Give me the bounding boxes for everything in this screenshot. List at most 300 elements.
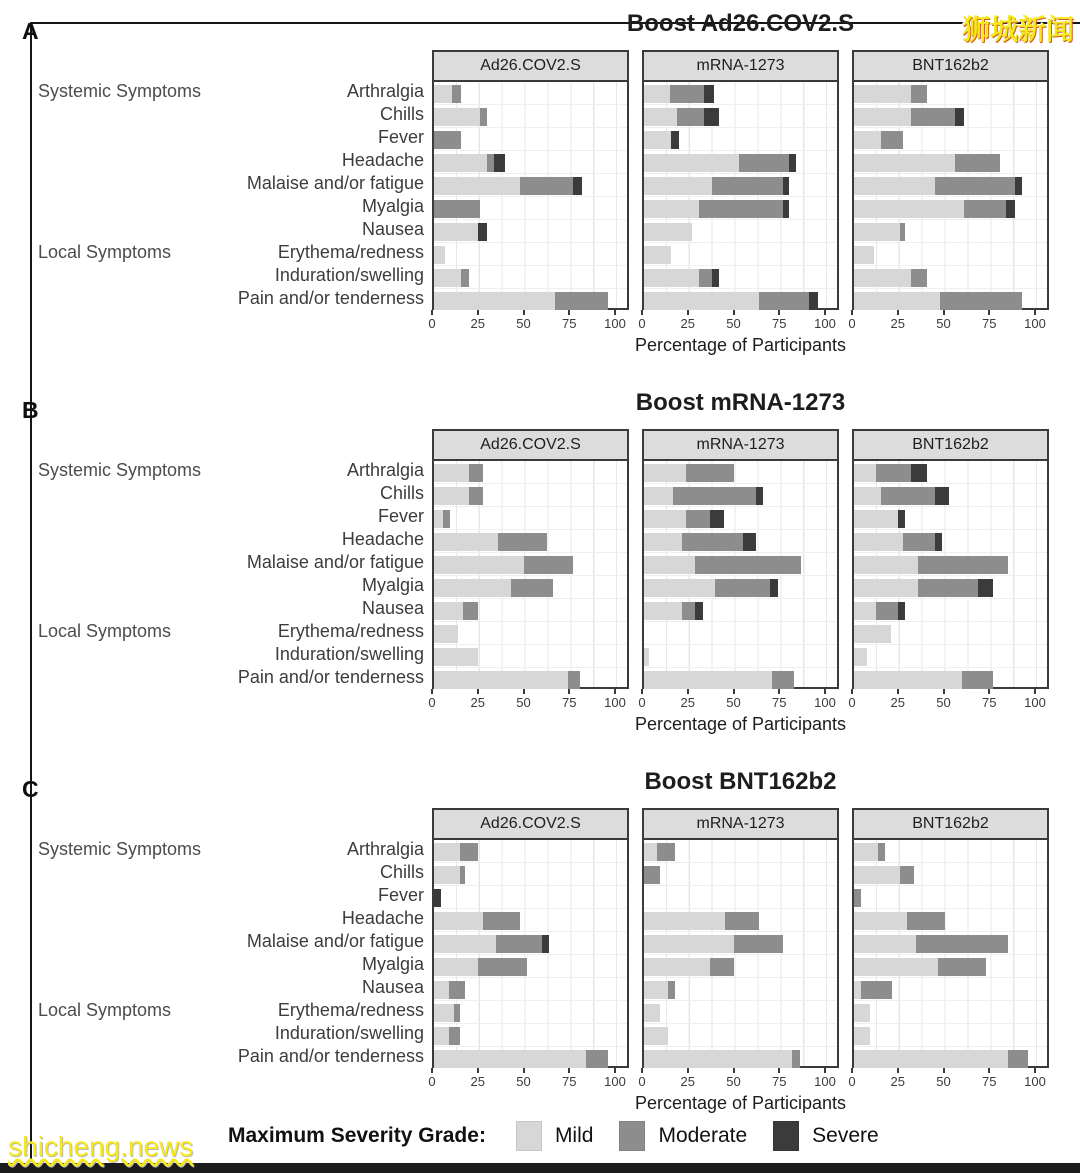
- symptom-label: Chills: [379, 483, 424, 503]
- bar-Myalgia: [644, 579, 778, 597]
- bar-segment-mild: [644, 533, 682, 551]
- label-row: [0, 953, 432, 976]
- axis-tick: [614, 310, 616, 315]
- bar-segment-mild: [854, 487, 881, 505]
- bar-segment-moderate: [520, 177, 573, 195]
- axis-tick-label: 75: [982, 695, 997, 710]
- bar-segment-mild: [644, 579, 715, 597]
- moderate-swatch: [619, 1121, 645, 1151]
- label-row: [0, 861, 432, 884]
- bar-segment-mild: [434, 154, 487, 172]
- bar-segment-moderate: [699, 200, 783, 218]
- bar-Malaise and/or fatigue: [644, 935, 783, 953]
- bar-segment-moderate: [964, 200, 1006, 218]
- facet-plot: [852, 838, 1049, 1068]
- bar-Chills: [644, 866, 660, 884]
- facet-Ad26.COV2.S: [428, 808, 629, 1092]
- bar-segment-mild: [854, 648, 867, 666]
- x-axis: [428, 310, 629, 334]
- axis-tick-label: 0: [848, 316, 856, 331]
- bar-segment-moderate: [900, 866, 915, 884]
- axis-tick: [733, 1068, 735, 1073]
- panel-C: [0, 768, 1080, 1114]
- bar-segment-moderate: [938, 958, 986, 976]
- bar-segment-moderate: [772, 671, 794, 689]
- bar-Nausea: [854, 223, 905, 241]
- legend-item-mild: [516, 1121, 594, 1151]
- label-row: [0, 103, 432, 126]
- bar-segment-moderate: [480, 108, 487, 126]
- label-row: [0, 241, 432, 264]
- symptom-label: Headache: [341, 150, 424, 170]
- label-row: [0, 930, 432, 953]
- axis-tick-label: 25: [680, 316, 695, 331]
- label-row: [0, 838, 432, 861]
- bar-segment-mild: [644, 292, 759, 310]
- bar-segment-moderate: [861, 981, 892, 999]
- bar-Erythema/redness: [854, 625, 891, 643]
- axis-tick: [1034, 310, 1036, 315]
- bar-Headache: [644, 533, 756, 551]
- bar-segment-moderate: [668, 981, 675, 999]
- bar-Headache: [644, 912, 759, 930]
- axis-tick-label: 0: [428, 316, 436, 331]
- axis-tick: [851, 1068, 853, 1073]
- bar-segment-severe: [911, 464, 927, 482]
- bar-Pain and/or tenderness: [854, 671, 993, 689]
- symptom-label: Nausea: [361, 598, 424, 618]
- symptom-label: Chills: [379, 862, 424, 882]
- axis-tick-label: 0: [428, 1074, 436, 1089]
- axis-tick: [1034, 689, 1036, 694]
- axis-tick-label: 100: [814, 316, 836, 331]
- bar-Nausea: [854, 981, 892, 999]
- moderate-label: Moderate: [658, 1124, 748, 1147]
- bar-segment-moderate: [734, 935, 783, 953]
- bar-segment-mild: [854, 671, 962, 689]
- bar-segment-mild: [854, 1050, 1008, 1068]
- legend-title: Maximum Severity Grade:: [228, 1124, 486, 1147]
- bar-segment-mild: [434, 177, 520, 195]
- bar-segment-moderate: [670, 85, 705, 103]
- symptom-label: Fever: [377, 506, 424, 526]
- axis-tick-label: 75: [772, 1074, 787, 1089]
- facet-strip-label: BNT162b2: [852, 50, 1049, 80]
- label-row: [0, 551, 432, 574]
- bar-Fever: [854, 510, 905, 528]
- axis-tick-label: 50: [936, 695, 951, 710]
- bar-Myalgia: [644, 200, 789, 218]
- x-axis: [848, 310, 1049, 334]
- bar-segment-moderate: [682, 602, 695, 620]
- bar-segment-mild: [854, 958, 938, 976]
- bar-Chills: [644, 108, 719, 126]
- bar-Arthralgia: [854, 85, 927, 103]
- symptom-label: Induration/swelling: [274, 644, 424, 664]
- axis-tick: [897, 1068, 899, 1073]
- bar-segment-moderate: [918, 556, 1008, 574]
- facet-plot: [852, 80, 1049, 310]
- bar-segment-mild: [854, 131, 881, 149]
- panel-B: [0, 389, 1080, 735]
- bar-segment-mild: [434, 487, 469, 505]
- axis-tick: [687, 1068, 689, 1073]
- facet-strip-label: mRNA-1273: [642, 50, 839, 80]
- bar-Fever: [854, 889, 861, 907]
- bar-segment-severe: [756, 487, 763, 505]
- facet-strip-label: BNT162b2: [852, 808, 1049, 838]
- axis-tick-label: 100: [604, 316, 626, 331]
- bar-segment-mild: [434, 866, 460, 884]
- bar-Erythema/redness: [644, 246, 671, 264]
- bar-segment-severe: [898, 602, 905, 620]
- bar-segment-mild: [854, 1027, 870, 1045]
- bar-segment-severe: [783, 200, 788, 218]
- symptom-label: Myalgia: [361, 196, 424, 216]
- panel-A: [0, 10, 1080, 356]
- bar-Headache: [854, 912, 945, 930]
- label-row: [0, 459, 432, 482]
- axis-tick: [778, 310, 780, 315]
- bar-segment-mild: [434, 108, 480, 126]
- bar-segment-moderate: [586, 1050, 608, 1068]
- bar-Headache: [854, 154, 1000, 172]
- axis-tick-label: 50: [936, 316, 951, 331]
- facet-plot: [432, 838, 629, 1068]
- bar-segment-mild: [434, 625, 458, 643]
- bar-segment-moderate: [483, 912, 520, 930]
- bar-Pain and/or tenderness: [644, 671, 794, 689]
- panel-letter-B: B: [22, 397, 39, 423]
- facet-Ad26.COV2.S: [428, 429, 629, 713]
- axis-tick: [851, 689, 853, 694]
- bar-segment-severe: [671, 131, 678, 149]
- bar-segment-moderate: [682, 533, 742, 551]
- facet-BNT162b2: [848, 50, 1049, 334]
- panel-title: Boost mRNA-1273: [635, 389, 846, 416]
- symptom-label: Erythema/redness: [277, 1000, 424, 1020]
- bar-Malaise and/or fatigue: [854, 177, 1022, 195]
- axis-tick-label: 25: [890, 1074, 905, 1089]
- facet-strip-label: BNT162b2: [852, 429, 1049, 459]
- bar-segment-mild: [434, 1050, 586, 1068]
- bar-segment-severe: [712, 269, 719, 287]
- bar-segment-mild: [644, 912, 725, 930]
- axis-tick-label: 50: [516, 1074, 531, 1089]
- bar-segment-moderate: [686, 464, 734, 482]
- axis-tick: [431, 689, 433, 694]
- bar-Pain and/or tenderness: [434, 1050, 608, 1068]
- bar-Malaise and/or fatigue: [644, 177, 789, 195]
- bar-segment-mild: [644, 1004, 660, 1022]
- bar-segment-mild: [854, 843, 878, 861]
- bar-segment-mild: [434, 843, 460, 861]
- bar-Nausea: [434, 223, 487, 241]
- bar-Induration/swelling: [854, 1027, 870, 1045]
- axis-tick-label: 50: [936, 1074, 951, 1089]
- bar-Induration/swelling: [434, 269, 469, 287]
- symptom-label: Headache: [341, 908, 424, 928]
- axis-tick: [431, 310, 433, 315]
- axis-tick: [897, 310, 899, 315]
- bar-segment-moderate: [759, 292, 808, 310]
- bar-segment-mild: [434, 533, 498, 551]
- bar-segment-mild: [854, 981, 861, 999]
- axis-tick: [641, 310, 643, 315]
- bar-segment-moderate: [496, 935, 542, 953]
- axis-tick-label: 25: [470, 695, 485, 710]
- watermark-bottom-left: shicheng.news: [8, 1131, 194, 1162]
- bar-segment-mild: [644, 154, 739, 172]
- bar-segment-severe: [743, 533, 756, 551]
- bar-Erythema/redness: [644, 1004, 660, 1022]
- bar-Pain and/or tenderness: [434, 292, 608, 310]
- facet-BNT162b2: [848, 429, 1049, 713]
- facet-plot: [642, 459, 839, 689]
- bar-Chills: [854, 866, 914, 884]
- axis-tick-label: 75: [562, 695, 577, 710]
- bar-segment-mild: [854, 223, 900, 241]
- x-axis: [428, 689, 629, 713]
- axis-tick: [523, 689, 525, 694]
- axis-tick-label: 25: [470, 1074, 485, 1089]
- bar-segment-mild: [854, 533, 903, 551]
- bar-segment-mild: [854, 1004, 870, 1022]
- bar-segment-moderate: [460, 866, 465, 884]
- axis-tick: [477, 689, 479, 694]
- panel-title: Boost Ad26.COV2.S: [626, 10, 855, 37]
- bar-segment-moderate: [460, 843, 478, 861]
- bar-segment-mild: [854, 579, 918, 597]
- x-axis: [638, 1068, 839, 1092]
- axis-tick-label: 0: [848, 1074, 856, 1089]
- bar-segment-mild: [854, 464, 876, 482]
- bar-segment-mild: [644, 602, 682, 620]
- bar-segment-mild: [434, 464, 469, 482]
- bar-segment-mild: [644, 556, 695, 574]
- symptom-label: Erythema/redness: [277, 621, 424, 641]
- axis-tick: [568, 689, 570, 694]
- facet-BNT162b2: [848, 808, 1049, 1092]
- bar-segment-moderate: [881, 487, 934, 505]
- axis-tick: [778, 689, 780, 694]
- bar-segment-moderate: [686, 510, 710, 528]
- symptom-label: Pain and/or tenderness: [237, 667, 424, 687]
- label-row: [0, 126, 432, 149]
- bar-Fever: [854, 131, 903, 149]
- bar-segment-moderate: [878, 843, 885, 861]
- label-row: [0, 149, 432, 172]
- bar-segment-mild: [644, 200, 699, 218]
- bar-segment-severe: [478, 223, 487, 241]
- symptom-label: Fever: [377, 127, 424, 147]
- bar-segment-moderate: [443, 510, 450, 528]
- bar-Fever: [644, 510, 724, 528]
- bar-segment-mild: [434, 648, 478, 666]
- bar-Myalgia: [434, 579, 553, 597]
- bar-Induration/swelling: [434, 648, 478, 666]
- x-axis: [638, 310, 839, 334]
- axis-tick-label: 50: [516, 316, 531, 331]
- bar-Myalgia: [854, 958, 986, 976]
- bar-Malaise and/or fatigue: [854, 556, 1008, 574]
- symptom-group-label: Systemic Symptoms: [38, 81, 202, 101]
- bar-segment-moderate: [469, 464, 484, 482]
- label-row: [0, 884, 432, 907]
- symptom-label: Myalgia: [361, 954, 424, 974]
- bar-segment-moderate: [903, 533, 934, 551]
- bar-segment-moderate: [487, 154, 494, 172]
- bar-segment-moderate: [962, 671, 993, 689]
- label-row: [0, 528, 432, 551]
- bar-segment-severe: [542, 935, 549, 953]
- symptom-label: Fever: [377, 885, 424, 905]
- bar-segment-moderate: [695, 556, 801, 574]
- bar-Induration/swelling: [644, 1027, 668, 1045]
- bar-segment-mild: [854, 602, 876, 620]
- bar-segment-severe: [695, 602, 702, 620]
- symptom-label: Headache: [341, 529, 424, 549]
- x-axis: [428, 1068, 629, 1092]
- x-axis-label: Percentage of Participants: [634, 335, 847, 355]
- bar-segment-moderate: [725, 912, 760, 930]
- legend-item-severe: [773, 1121, 879, 1151]
- bar-Headache: [854, 533, 942, 551]
- bar-segment-moderate: [876, 602, 898, 620]
- facet-plot: [432, 80, 629, 310]
- bar-segment-mild: [644, 981, 668, 999]
- symptom-label: Pain and/or tenderness: [237, 1046, 424, 1066]
- bar-segment-mild: [854, 177, 935, 195]
- bar-Chills: [434, 866, 465, 884]
- axis-tick: [1034, 1068, 1036, 1073]
- bar-segment-mild: [644, 1027, 668, 1045]
- bar-segment-mild: [644, 177, 712, 195]
- bar-segment-mild: [644, 671, 772, 689]
- axis-tick-label: 75: [982, 1074, 997, 1089]
- mild-label: Mild: [554, 1124, 594, 1147]
- axis-tick: [431, 1068, 433, 1073]
- symptom-label: Malaise and/or fatigue: [246, 931, 424, 951]
- axis-tick-label: 50: [726, 316, 741, 331]
- axis-tick: [943, 689, 945, 694]
- bar-segment-moderate: [710, 958, 734, 976]
- x-axis-label: Percentage of Participants: [634, 714, 847, 734]
- bar-Myalgia: [434, 958, 527, 976]
- bar-Headache: [434, 912, 520, 930]
- symptom-label: Pain and/or tenderness: [237, 288, 424, 308]
- axis-tick: [568, 310, 570, 315]
- legend-item-moderate: [619, 1121, 747, 1151]
- bar-segment-moderate: [911, 85, 927, 103]
- bar-segment-severe: [1015, 177, 1022, 195]
- bar-segment-moderate: [461, 269, 468, 287]
- bar-segment-moderate: [900, 223, 905, 241]
- bar-segment-mild: [644, 510, 686, 528]
- axis-tick-label: 75: [772, 695, 787, 710]
- bar-segment-mild: [854, 154, 955, 172]
- label-row: [0, 195, 432, 218]
- bar-Myalgia: [644, 958, 734, 976]
- facet-plot: [642, 80, 839, 310]
- panel-letter-C: C: [22, 776, 39, 802]
- symptom-label: Induration/swelling: [274, 265, 424, 285]
- bar-Erythema/redness: [854, 246, 874, 264]
- bar-segment-mild: [644, 108, 677, 126]
- symptom-label: Malaise and/or fatigue: [246, 173, 424, 193]
- axis-tick: [851, 310, 853, 315]
- bar-segment-moderate: [555, 292, 608, 310]
- axis-tick: [988, 310, 990, 315]
- bar-Arthralgia: [854, 464, 927, 482]
- label-row: [0, 666, 432, 689]
- facet-plot: [432, 459, 629, 689]
- facet-strip-label: mRNA-1273: [642, 808, 839, 838]
- bar-Fever: [434, 510, 450, 528]
- axis-tick: [687, 310, 689, 315]
- bar-segment-mild: [434, 958, 478, 976]
- bar-segment-mild: [434, 246, 445, 264]
- bar-segment-mild: [644, 246, 671, 264]
- facet-mRNA-1273: [638, 808, 839, 1092]
- axis-tick-label: 0: [428, 695, 436, 710]
- symptom-label: Erythema/redness: [277, 242, 424, 262]
- bar-Arthralgia: [644, 464, 734, 482]
- bar-segment-moderate: [524, 556, 573, 574]
- label-row: [0, 999, 432, 1022]
- axis-tick-label: 25: [890, 316, 905, 331]
- bar-segment-mild: [434, 935, 496, 953]
- bar-Malaise and/or fatigue: [434, 935, 549, 953]
- bar-segment-severe: [573, 177, 582, 195]
- bar-segment-moderate: [881, 131, 903, 149]
- bar-segment-severe: [809, 292, 818, 310]
- axis-tick: [614, 1068, 616, 1073]
- axis-tick-label: 75: [772, 316, 787, 331]
- bar-Nausea: [644, 602, 703, 620]
- bar-segment-mild: [644, 131, 671, 149]
- bar-Induration/swelling: [644, 648, 649, 666]
- label-row: [0, 976, 432, 999]
- bar-segment-mild: [434, 602, 463, 620]
- axis-tick: [824, 689, 826, 694]
- axis-tick-label: 100: [1024, 316, 1046, 331]
- axis-tick: [733, 310, 735, 315]
- axis-tick-label: 50: [726, 695, 741, 710]
- bar-segment-mild: [854, 625, 891, 643]
- bar-segment-mild: [854, 85, 911, 103]
- bar-segment-mild: [434, 1004, 454, 1022]
- bar-segment-moderate: [955, 154, 1001, 172]
- label-row: [0, 574, 432, 597]
- label-row: [0, 482, 432, 505]
- bar-segment-mild: [434, 292, 555, 310]
- bar-Headache: [434, 533, 547, 551]
- bar-segment-mild: [644, 85, 670, 103]
- panel-letter-A: A: [22, 18, 39, 44]
- bar-segment-moderate: [449, 1027, 460, 1045]
- severe-swatch: [773, 1121, 799, 1151]
- axis-tick: [988, 1068, 990, 1073]
- bar-segment-mild: [434, 912, 483, 930]
- bar-segment-mild: [854, 866, 900, 884]
- bar-segment-mild: [434, 510, 443, 528]
- facet-strip-label: Ad26.COV2.S: [432, 429, 629, 459]
- axis-tick-label: 100: [1024, 1074, 1046, 1089]
- bar-segment-mild: [644, 935, 734, 953]
- axis-tick: [477, 310, 479, 315]
- bar-Pain and/or tenderness: [644, 1050, 800, 1068]
